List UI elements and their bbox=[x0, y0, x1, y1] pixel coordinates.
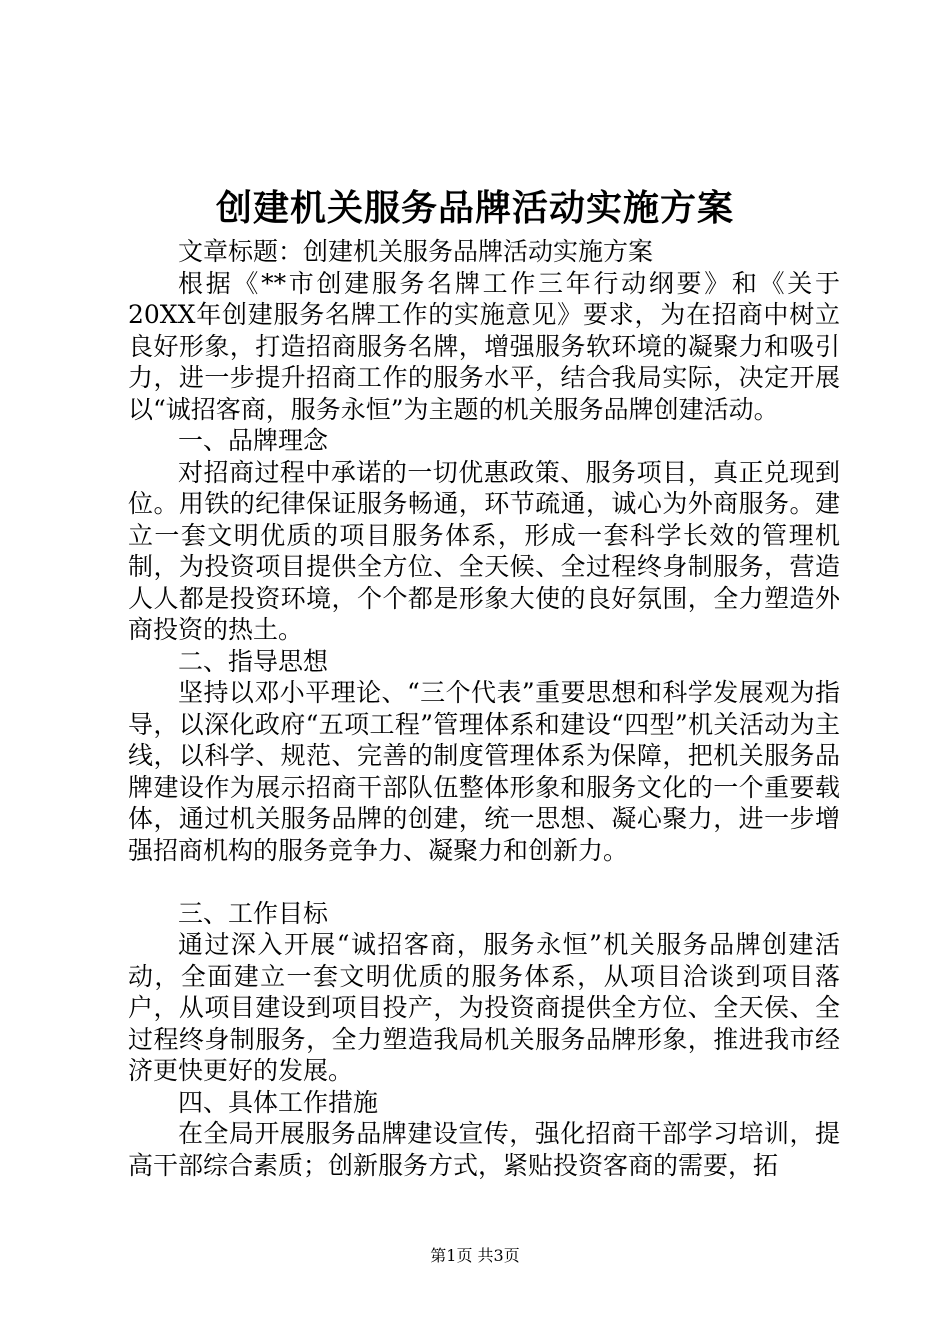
document-title: 创建机关服务品牌活动实施方案 bbox=[215, 187, 734, 229]
article-title-line: 文章标题：创建机关服务品牌活动实施方案 bbox=[178, 237, 654, 266]
paragraph-spacer bbox=[128, 866, 840, 898]
section-paragraph: 通过深入开展“诚招客商，服务永恒”机关服务品牌创建活动，全面建立一套文明优质的服务体系，从项目洽谈到项目落户，从项目建设到项目投产，为投资商提供全方位、全天侯、全过程终身制服务，全力塑造我局机关服务品牌形象，推进我市经济更快更好的发展。 bbox=[128, 930, 840, 1085]
section-heading: 二、指导思想 bbox=[178, 646, 329, 676]
section-paragraph: 在全局开展服务品牌建设宣传，强化招商干部学习培训，提高干部综合素质；创新服务方式，紧贴投资客商的需要，拓 bbox=[128, 1119, 840, 1180]
section-paragraph: 坚持以邓小平理论、“三个代表”重要思想和科学发展观为指导，以深化政府“五项工程”管理体系和建设“四型”机关活动为主线，以科学、规范、完善的制度管理体系为保障，把机关服务品牌建设作为展示招商干部队伍整体形象和服务文化的一个重要载体，通过机关服务品牌的创建，统一思想、凝心聚力，进一步增强招商机构的服务竞争力、凝聚力和创新力。 bbox=[128, 678, 840, 865]
intro-paragraph: 根据《**市创建服务名牌工作三年行动纲要》和《关于20XX年创建服务名牌工作的实施意见》要求，为在招商中树立良好形象，打造招商服务名牌，增强服务软环境的凝聚力和吸引力，进一步提升招商工作的服务水平，结合我局实际，决定开展以“诚招客商，服务永恒”为主题的机关服务品牌创建活动。 bbox=[128, 268, 840, 424]
section-paragraph: 对招商过程中承诺的一切优惠政策、服务项目，真正兑现到位。用铁的纪律保证服务畅通，环节疏通，诚心为外商服务。建立一套文明优质的项目服务体系，形成一套科学长效的管理机制，为投资项目提供全方位、全天候、全过程终身制服务，营造人人都是投资环境，个个都是形象大使的良好氛围，全力塑造外商投资的热土。 bbox=[128, 457, 840, 644]
section-heading: 四、具体工作措施 bbox=[178, 1087, 379, 1117]
page-footer: 第1页 共3页 bbox=[430, 1246, 520, 1265]
section-heading: 一、品牌理念 bbox=[178, 426, 329, 455]
section-heading: 三、工作目标 bbox=[178, 898, 329, 928]
document-body bbox=[128, 236, 840, 1181]
